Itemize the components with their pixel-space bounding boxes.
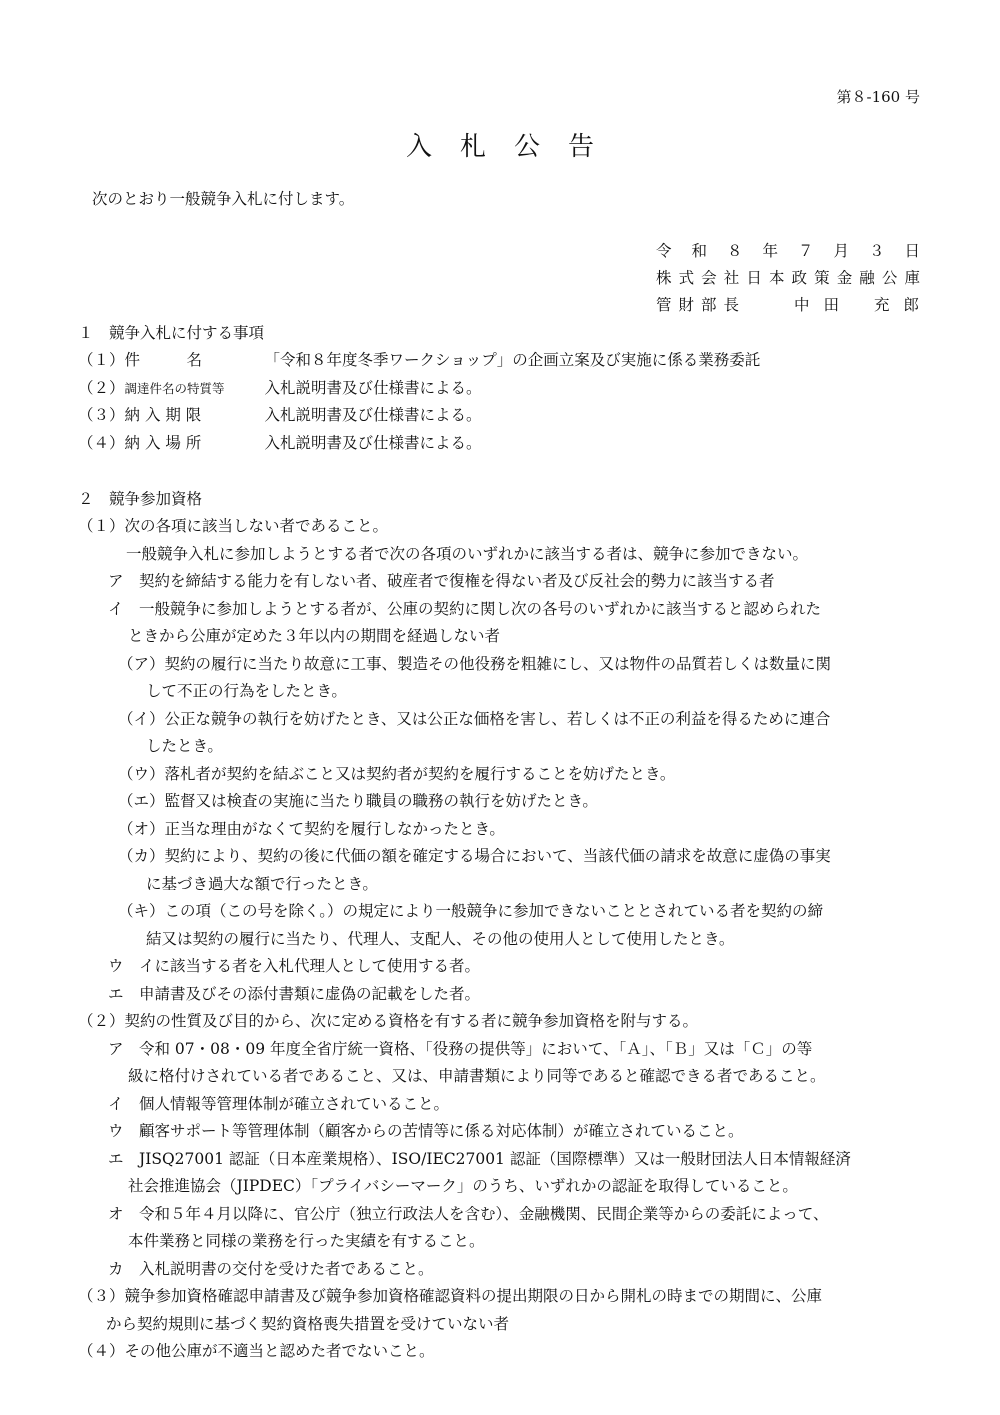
section2-para-4: （４）その他公庫が不適当と認めた者でないこと。 <box>78 1342 435 1360</box>
section2-para-1-intro: 一般競争入札に参加しようとする者で次の各項のいずれかに該当する者は、競争に参加できない。 <box>126 545 809 563</box>
item-value: 入札説明書及び仕様書による。 <box>264 406 482 424</box>
section2-item-a: ア 契約を締結する能力を有しない者、破産者で復権を得ない者及び反社会的勢力に該当する者 <box>108 572 775 590</box>
item-number: （１） <box>78 351 125 369</box>
qualification-e-line1: エ JISQ27001 認証（日本産業規格）、ISO/IEC27001 認証（国際標準）又は一般財団法人日本情報経済 <box>108 1150 851 1168</box>
qualification-a-line2: 級に格付けされている者であること、又は、申請書類により同等であると確認できる者であること。 <box>128 1067 826 1085</box>
section2-item-e: エ 申請書及びその添付書類に虚偽の記載をした者。 <box>108 985 481 1003</box>
section2-para-3-line2: から契約規則に基づく契約資格喪失措置を受けていない者 <box>106 1315 510 1333</box>
qualification-a-line1: ア 令和 07・08・09 年度全省庁統一資格、「役務の提供等」において、「Ａ」、「Ｂ」又は「Ｃ」の等 <box>108 1040 813 1058</box>
section2-item-i-line2: ときから公庫が定めた３年以内の期間を経過しない者 <box>128 627 501 645</box>
sub-item-a-line2: して不正の行為をしたとき。 <box>146 682 347 700</box>
section2-item-u: ウ イに該当する者を入札代理人として使用する者。 <box>108 957 481 975</box>
item-value: 「令和８年度冬季ワークショップ」の企画立案及び実施に係る業務委託 <box>264 351 761 369</box>
qualification-ka: カ 入札説明書の交付を受けた者であること。 <box>108 1260 434 1278</box>
sub-item-ki-line1: （キ）この項（この号を除く。）の規定により一般競争に参加できないこととされている者を契約の締 <box>118 902 823 920</box>
qualification-o-line2: 本件業務と同様の業務を行った実績を有すること。 <box>128 1232 485 1250</box>
qualification-o-line1: オ 令和５年４月以降に、官公庁（独立行政法人を含む）、金融機関、民間企業等からの委託によって、 <box>108 1205 829 1223</box>
issuer-given-name: 充郎 <box>874 296 934 314</box>
sub-item-u: （ウ）落札者が契約を結ぶこと又は契約者が契約を履行することを妨げたとき。 <box>118 765 676 783</box>
item-label: 件 名 <box>124 351 203 369</box>
section1-heading: １ 競争入札に付する事項 <box>78 324 265 342</box>
item-value: 入札説明書及び仕様書による。 <box>264 379 482 397</box>
item-label: 納 入 場 所 <box>124 434 202 452</box>
sub-item-o: （オ）正当な理由がなくて契約を履行しなかったとき。 <box>118 820 505 838</box>
item-label: 納 入 期 限 <box>124 406 202 424</box>
document-number: 第８-160 号 <box>836 88 920 106</box>
sub-item-i-line1: （イ）公正な競争の執行を妨げたとき、又は公正な価格を害し、若しくは不正の利益を得るために連合 <box>118 710 831 728</box>
section1-item-2 <box>78 379 482 398</box>
section2-para-3-line1: （３）競争参加資格確認申請書及び競争参加資格確認資料の提出期限の日から開札の時までの期間に、公庫 <box>78 1287 823 1305</box>
issuer-family-name: 中田 <box>794 296 854 314</box>
document-title: 入札公告 <box>405 132 622 162</box>
section1-item-4 <box>78 434 482 453</box>
section2-heading: ２ 競争参加資格 <box>78 490 203 508</box>
item-number: （３） <box>78 406 125 424</box>
section2-para-2: （２）契約の性質及び目的から、次に定める資格を有する者に競争参加資格を附与する。 <box>78 1012 699 1030</box>
issue-date: 令和８年７月３日 <box>656 242 920 260</box>
item-number: （２） <box>78 379 125 397</box>
section1-item-1 <box>78 351 760 370</box>
item-number: （４） <box>78 434 125 452</box>
section2-item-i-line1: イ 一般競争に参加しようとする者が、公庫の契約に関し次の各号のいずれかに該当すると認められた <box>108 600 822 618</box>
sub-item-a-line1: （ア）契約の履行に当たり故意に工事、製造その他役務を粗雑にし、又は物件の品質若しくは数量に関 <box>118 655 832 673</box>
issuer-organization: 株式会社日本政策金融公庫 <box>656 269 920 287</box>
qualification-i: イ 個人情報等管理体制が確立されていること。 <box>108 1095 450 1113</box>
issuer-title: 管財部長 <box>656 296 747 314</box>
sub-item-e: （エ）監督又は検査の実施に当たり職員の職務の執行を妨げたとき。 <box>118 792 598 810</box>
sub-item-ka-line1: （カ）契約により、契約の後に代価の額を確定する場合において、当該代価の請求を故意に虚偽の事実 <box>118 847 831 865</box>
section2-para-1: （１）次の各項に該当しない者であること。 <box>78 517 389 535</box>
qualification-u: ウ 顧客サポート等管理体制（顧客からの苦情等に係る対応体制）が確立されていること。 <box>108 1122 744 1140</box>
item-value: 入札説明書及び仕様書による。 <box>264 434 482 452</box>
qualification-e-line2: 社会推進協会（JIPDEC）「プライバシーマーク」のうち、いずれかの認証を取得していること。 <box>128 1177 798 1195</box>
intro-text: 次のとおり一般競争入札に付します。 <box>92 190 355 208</box>
sub-item-ki-line2: 結又は契約の履行に当たり、代理人、支配人、その他の使用人として使用したとき。 <box>146 930 735 948</box>
sub-item-ka-line2: に基づき過大な額で行ったとき。 <box>146 875 378 893</box>
sub-item-i-line2: したとき。 <box>146 737 223 755</box>
section1-item-3 <box>78 406 482 425</box>
item-label: 調達件名の特質等 <box>124 381 225 396</box>
